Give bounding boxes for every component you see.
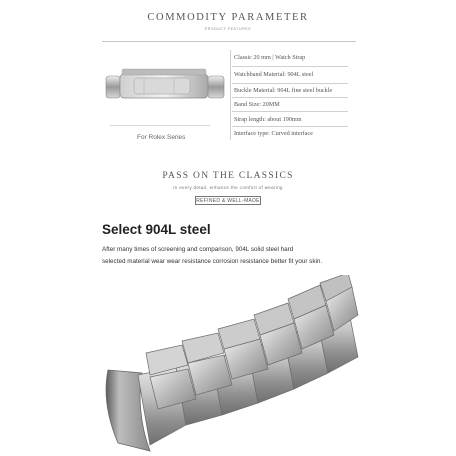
spec-line xyxy=(232,111,348,112)
spec-line xyxy=(232,126,348,127)
series-label: For Rolex Series xyxy=(137,134,186,141)
buckle-image xyxy=(104,66,228,106)
feature-description-line: After many times of screening and comparison, 904L solid steel hard xyxy=(102,246,294,253)
spec-line xyxy=(232,83,348,84)
spec-row: Interface type: Curved interface xyxy=(234,130,313,137)
feature-description-line: selected material wear wear resistance corrosion resistance better fit your skin. xyxy=(102,258,323,265)
header-divider xyxy=(102,41,356,42)
spec-line xyxy=(232,97,348,98)
spec-divider-vertical xyxy=(230,50,231,140)
spec-row: Buckle Material: 904L fine steel buckle xyxy=(234,87,333,94)
spec-row: Band Size: 20MM xyxy=(234,101,280,108)
classics-title: PASS ON THE CLASSICS xyxy=(162,171,294,181)
watch-strap-image xyxy=(0,275,456,456)
page-subtitle: PRODUCT FEATURES xyxy=(204,27,252,31)
spec-line xyxy=(232,66,348,67)
classics-subtitle: In every detail, enhance the comfort of wearing xyxy=(173,185,283,190)
spec-row: Watchband Material: 904L steel xyxy=(234,71,314,78)
spec-row: Strap length: about 190mm xyxy=(234,116,302,123)
page-title: COMMODITY PARAMETER xyxy=(147,12,309,23)
quality-badge: REFINED & WELL-MADE xyxy=(196,198,260,204)
feature-heading: Select 904L steel xyxy=(102,222,211,237)
spec-row: Classic 20 mm | Watch Strap xyxy=(234,54,306,61)
series-divider xyxy=(110,125,210,126)
